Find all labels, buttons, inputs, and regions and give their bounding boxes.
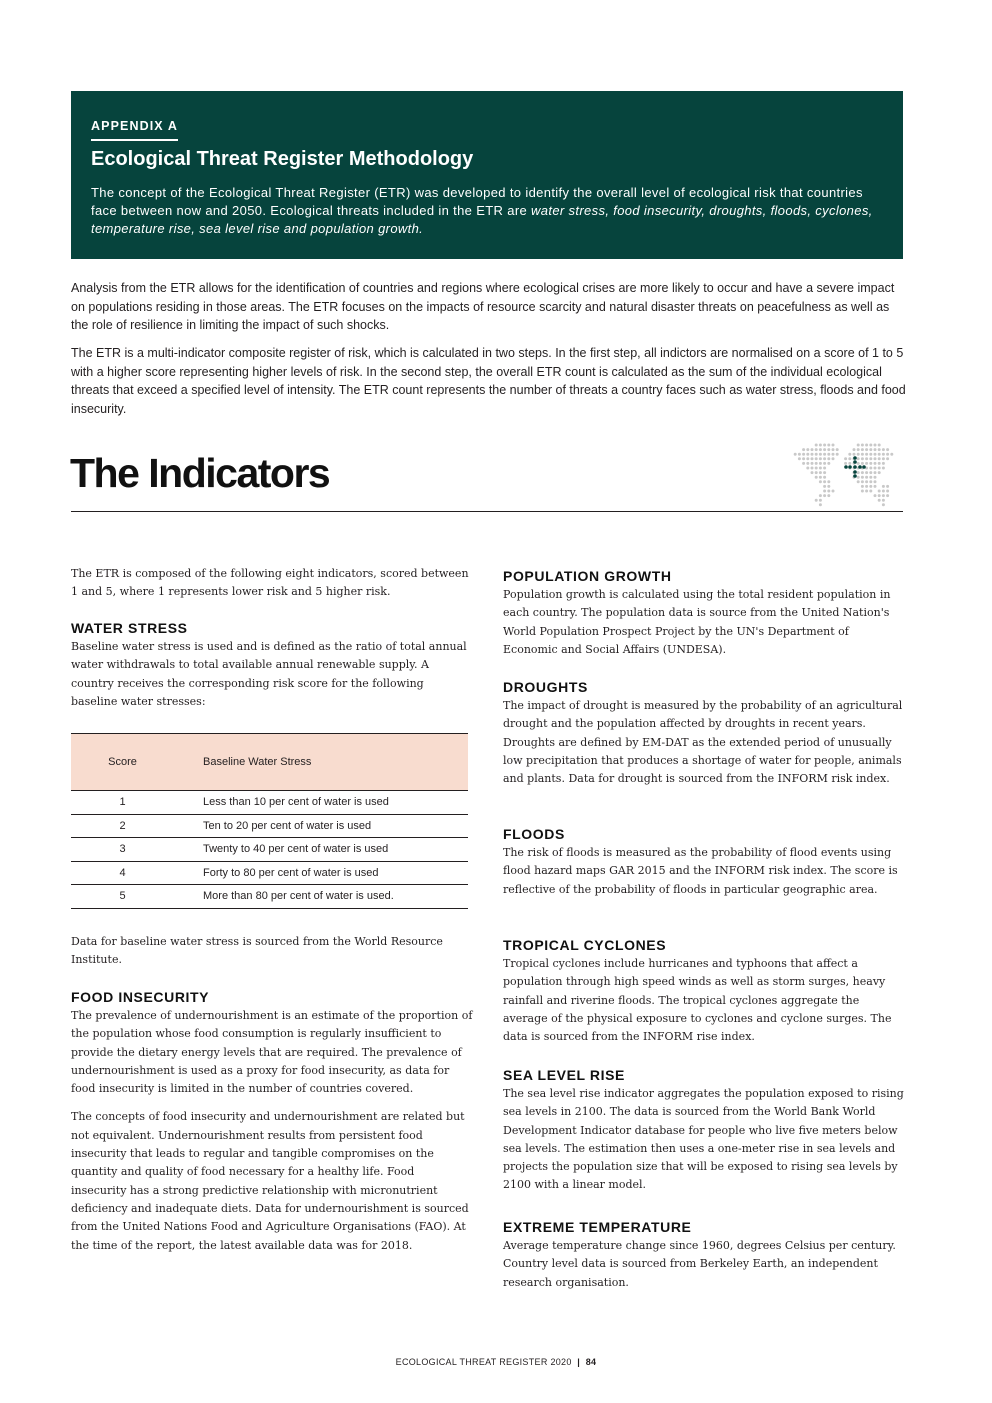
water-stress-text: Baseline water stress is used and is defined as the ratio of total annual water withdrawals to total available annual renewable supply. A country receives the corresponding risk score for the following baseline water stresses: xyxy=(71,640,467,708)
water-stress-table xyxy=(71,733,468,909)
intro-paragraph-1: Analysis from the ETR allows for the identification of countries and regions where ecological crises are more likely to occur and have a severe impact on populations residing in those areas. The ETR focuses on the impacts of resource scarcity and natural disaster threats on peacefulness as well as the role of resilience in limiting the impact of such shocks. xyxy=(71,281,895,332)
floods-heading: FLOODS xyxy=(503,826,565,842)
tropical-cyclones-heading: TROPICAL CYCLONES xyxy=(503,937,667,953)
section-extreme-temperature xyxy=(503,1218,905,1292)
food-insecurity-text-2: The concepts of food insecurity and undernourishment are related but not equivalent. Undernourishment results from persistent food insecurity that leads to regular and tangible compromises on the quantity and quality of food necessary for a healthy life. Food insecurity has a strong predictive relationship with micronutrient deficiency and inadequate diets. Data for undernourishment is sourced from the United Nations Food and Agriculture Organisations (FAO). At the time of the report, the latest available data was for 2018. xyxy=(71,1110,469,1252)
after-table-text: Data for baseline water stress is sourced from the World Resource Institute. xyxy=(71,935,443,967)
section-floods xyxy=(503,825,905,899)
table-row xyxy=(71,815,468,839)
table-cell-description: Less than 10 per cent of water is used xyxy=(203,796,389,808)
table-cell-score: 1 xyxy=(119,796,126,808)
left-lead xyxy=(71,565,471,602)
appendix-box xyxy=(71,91,903,259)
water-stress-heading: WATER STRESS xyxy=(71,620,188,636)
table-cell-description: Ten to 20 per cent of water is used xyxy=(203,819,372,832)
table-cell-score: 4 xyxy=(119,866,126,879)
table-row xyxy=(71,838,468,862)
section-sea-level-rise xyxy=(503,1066,905,1195)
tropical-cyclones-text: Tropical cyclones include hurricanes and typhoons that affect a population through high speed winds as well as storm surges, heavy rainfall and riverine floods. The tropical cyclones aggregate the average of the physical exposure to cyclones and cyclone surges. The data is sourced from the INFORM rise index. xyxy=(503,957,892,1044)
table-cell-score: 3 xyxy=(119,843,126,856)
page-number: 84 xyxy=(585,1357,597,1367)
section-water-stress xyxy=(71,619,473,711)
section-food-insecurity xyxy=(71,988,473,1255)
table-row xyxy=(71,862,468,886)
page-footer xyxy=(0,1357,992,1367)
lead-text: The ETR is composed of the following eight indicators, scored between 1 and 5, where 1 represents lower risk and 5 higher risk. xyxy=(71,567,469,599)
section-droughts xyxy=(503,678,905,788)
table-cell-description: More than 80 per cent of water is used. xyxy=(203,890,394,903)
header-baseline: Baseline Water Stress xyxy=(203,756,312,768)
table-row xyxy=(71,885,468,909)
section-population-growth xyxy=(503,567,905,659)
floods-text: The risk of floods is measured as the probability of flood events using flood hazard maps GAR 2015 and the INFORM risk index. The score is reflective of the probability of floods in particular geographic area. xyxy=(503,846,898,896)
food-insecurity-heading: FOOD INSECURITY xyxy=(71,989,210,1005)
table-cell-description: Forty to 80 per cent of water is used xyxy=(203,866,379,879)
appendix-text-italic: water stress, food insecurity, droughts, floods, cyclones, temperature rise, sea level rise and population growth. xyxy=(91,203,873,237)
table-header-row xyxy=(71,733,468,791)
extreme-temperature-heading: EXTREME TEMPERATURE xyxy=(503,1219,692,1235)
appendix-text xyxy=(91,184,881,239)
after-table-note xyxy=(71,933,471,970)
appendix-text-plain: The concept of the Ecological Threat Register (ETR) was developed to identify the overall level of ecological risk that countries face between now and 2050. Ecological threats included in the ETR are xyxy=(91,185,863,219)
world-map-icon xyxy=(788,442,900,508)
footer-separator: | xyxy=(577,1357,581,1367)
droughts-heading: DROUGHTS xyxy=(503,679,588,695)
section-title: The Indicators xyxy=(70,450,330,496)
food-insecurity-text-1: The prevalence of undernourishment is an estimate of the proportion of the population whose food consumption is regularly insufficient to provide the dietary energy levels that are required. The prevalence of undernourishment is used as a proxy for food insecurity, as data for food insecurity is limited in the number of countries covered. xyxy=(71,1009,473,1096)
table-cell-score: 5 xyxy=(119,890,126,903)
extreme-temperature-text: Average temperature change since 1960, degrees Celsius per century. Country level data is sourced from Berkeley Earth, an independent research organisation. xyxy=(503,1239,896,1289)
section-tropical-cyclones xyxy=(503,936,905,1046)
header-score: Score xyxy=(108,756,137,768)
table-cell-score: 2 xyxy=(119,819,126,832)
population-growth-text: Population growth is calculated using the total resident population in each country. The population data is source from the United Nation's World Population Prospect Project by the UN's Department of Economic and Social Affairs (UNDESA). xyxy=(503,588,891,656)
footer-label: ECOLOGICAL THREAT REGISTER 2020 xyxy=(395,1357,572,1367)
table-row xyxy=(71,791,468,815)
sea-level-rise-heading: SEA LEVEL RISE xyxy=(503,1067,625,1083)
intro-paragraph-2: The ETR is a multi-indicator composite register of risk, which is calculated in two steps. In the first step, all indictors are normalised on a score of 1 to 5 with a higher score representing higher levels of risk. In the second step, the overall ETR count is calculated as the sum of the individual ecological threats that exceed a specified level of intensity. The ETR count represents the number of threats a country faces such as water stress, floods and food insecurity. xyxy=(71,346,906,416)
population-growth-heading: POPULATION GROWTH xyxy=(503,568,672,584)
appendix-title: Ecological Threat Register Methodology xyxy=(91,148,474,170)
title-rule xyxy=(71,511,903,512)
appendix-label: APPENDIX A xyxy=(91,119,178,141)
table-cell-description: Twenty to 40 per cent of water is used xyxy=(203,843,389,856)
sea-level-rise-text: The sea level rise indicator aggregates the population exposed to rising sea levels in 2100. The data is sourced from the World Bank World Development Indicator database for people who live five meters below sea levels. The estimation then uses a one-meter rise in sea levels and projects the population size that will be exposed to rising sea levels by 2100 with a linear model. xyxy=(503,1087,904,1192)
droughts-text: The impact of drought is measured by the probability of an agricultural drought and the population affected by droughts in recent years. Droughts are defined by EM-DAT as the extended period of unusually low precipitation that produces a shortage of water for people, animals and plants. Data for drought is sourced from the INFORM risk index. xyxy=(503,699,903,786)
